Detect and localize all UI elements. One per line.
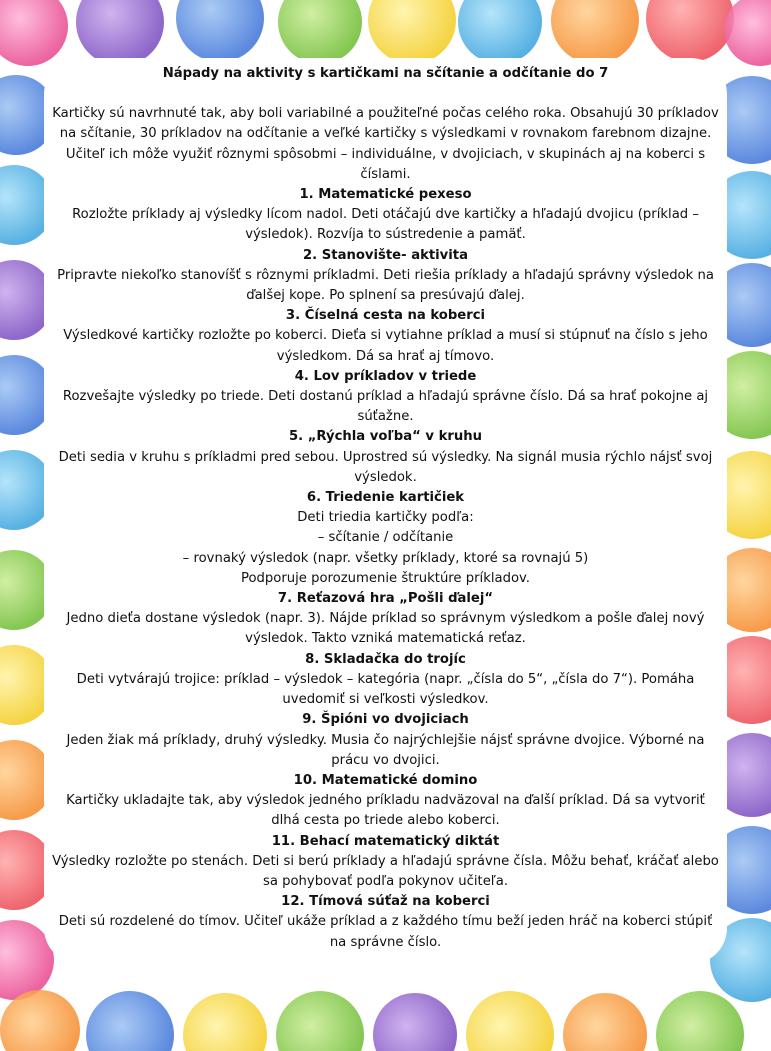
section-heading: 3. Číselná cesta na koberci bbox=[285, 308, 486, 324]
intro-paragraph: Kartičky sú navrhnuté tak, aby boli variabilné a použiteľné počas celého roka. Obsahujú 30 príkladov na sčítanie, 30 príkladov na odčítanie a veľké kartičky s výsledkami v rovnakom farebnom dizajne. Učiteľ ich môže využiť rôznymi spôsobmi – individuálne, v dvojiciach, v skupinách aj na koberci s číslami. bbox=[52, 106, 719, 182]
section-heading: 2. Stanovište- aktivita bbox=[302, 247, 469, 263]
document bbox=[52, 64, 719, 953]
section-text: Pripravte niekoľko stanovíšť s rôznymi príkladmi. Deti riešia príklady a hľadajú správny výsledok na ďalšej kope. Po splnení sa presúvajú ďalej. bbox=[57, 267, 714, 304]
border-dot bbox=[563, 993, 647, 1051]
section-text: Deti vytvárajú trojice: príklad – výsledok – kategória (napr. „čísla do 5“, „čísla do 7“). Pomáha uvedomiť si veľkosti výsledkov. bbox=[76, 671, 695, 708]
section-heading: 5. „Rýchla voľba“ v kruhu bbox=[288, 429, 483, 445]
section-text: Rozvešajte výsledky po triede. Deti dostanú príklad a hľadajú správne číslo. Dá sa hrať pokojne aj súťažne. bbox=[62, 389, 709, 425]
border-dot bbox=[551, 0, 639, 64]
border-dot bbox=[278, 0, 362, 64]
section-text: Deti sedia v kruhu s príkladmi pred sebou. Uprostred sú výsledky. Na signál musia rýchlo nájsť svoj výsledok. bbox=[58, 449, 713, 485]
section-2 bbox=[52, 246, 719, 307]
border-dot bbox=[76, 0, 164, 66]
section-heading: 4. Lov príkladov v triede bbox=[294, 368, 477, 384]
border-dot bbox=[458, 0, 542, 64]
border-dot bbox=[466, 991, 554, 1051]
section-line: Deti triedia kartičky podľa: bbox=[297, 510, 474, 526]
section-6 bbox=[52, 488, 719, 589]
border-dot bbox=[176, 0, 264, 62]
section-heading: 7. Reťazová hra „Pošli ďalej“ bbox=[277, 591, 494, 607]
section-10 bbox=[52, 771, 719, 832]
section-11 bbox=[52, 832, 719, 893]
section-line: – rovnaký výsledok (napr. všetky príklady, ktoré sa rovnajú 5) bbox=[182, 550, 589, 566]
section-text: Jeden žiak má príklady, druhý výsledky. Musia čo najrýchlejšie nájsť správne dvojice. Výborné na prácu vo dvojici. bbox=[66, 732, 705, 768]
section-1 bbox=[52, 185, 719, 246]
section-heading: 11. Behací matematický diktát bbox=[271, 833, 500, 849]
section-text: Jedno dieťa dostane výsledok (napr. 3). Nájde príklad so správnym výsledkom a pošle ďalej nový výsledok. Takto vzniká matematická reťaz. bbox=[66, 611, 705, 647]
section-text: Kartičky ukladajte tak, aby výsledok jedného príkladu nadväzoval na ďalší príklad. Dá sa vytvoriť dlhá cesta po triede alebo koberci. bbox=[66, 793, 705, 829]
section-8 bbox=[52, 650, 719, 711]
section-heading: 10. Matematické domino bbox=[293, 772, 478, 788]
section-4 bbox=[52, 367, 719, 428]
page-title: Nápady na aktivity s kartičkami na sčítanie a odčítanie do 7 bbox=[162, 66, 609, 81]
section-heading: 6. Triedenie kartičiek bbox=[306, 490, 465, 506]
border-dot bbox=[86, 991, 174, 1051]
section-heading: 9. Špióni vo dvojiciach bbox=[302, 712, 469, 728]
border-dot bbox=[183, 993, 267, 1051]
section-heading: 1. Matematické pexeso bbox=[299, 187, 472, 203]
section-text: Výsledkové kartičky rozložte po koberci. Dieťa si vytiahne príklad a musí si stúpnuť na číslo s jeho výsledkom. Dá sa hrať aj tímovo. bbox=[63, 328, 708, 364]
section-5 bbox=[52, 427, 719, 488]
section-9 bbox=[52, 710, 719, 771]
border-dot bbox=[646, 0, 734, 62]
section-text bbox=[52, 508, 719, 589]
border-dot bbox=[276, 991, 364, 1051]
border-dot bbox=[368, 0, 456, 64]
section-text: Rozložte príklady aj výsledky lícom nadol. Deti otáčajú dve kartičky a hľadajú dvojicu (príklad – výsledok). Rozvíja to sústredenie a pamäť. bbox=[72, 207, 699, 243]
section-heading: 8. Skladačka do trojíc bbox=[305, 651, 466, 667]
section-heading: 12. Tímová súťaž na koberci bbox=[281, 894, 490, 910]
section-line: Podporuje porozumenie štruktúre príkladov. bbox=[241, 570, 530, 586]
section-3 bbox=[52, 306, 719, 367]
border-dot bbox=[0, 0, 68, 66]
section-7 bbox=[52, 589, 719, 650]
section-text: Deti sú rozdelené do tímov. Učiteľ ukáže príklad a z každého tímu beží jeden hráč na koberci stúpiť na správne číslo. bbox=[58, 914, 713, 950]
border-dot bbox=[724, 0, 771, 66]
section-12 bbox=[52, 892, 719, 953]
section-text: Výsledky rozložte po stenách. Deti si berú príklady a hľadajú správne čísla. Môžu behať, kráčať alebo sa pohybovať podľa pokynov učiteľa. bbox=[52, 853, 719, 889]
border-dot bbox=[656, 991, 744, 1051]
section-line: – sčítanie / odčítanie bbox=[317, 530, 454, 546]
border-dot bbox=[373, 993, 457, 1051]
